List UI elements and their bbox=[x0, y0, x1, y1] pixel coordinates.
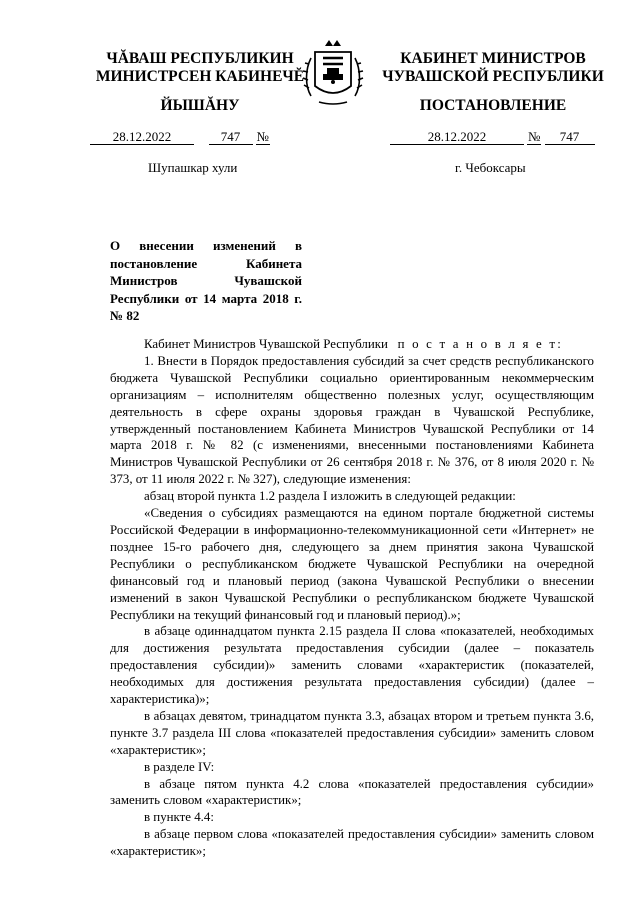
document-body bbox=[110, 336, 594, 860]
paragraph-4: в абзаце одиннадцатом пункта 2.15 раздела II слова «показателей, необходимых для достижения результата предоставления субсидии (далее – показатель предоставления субсидии)» заменить словами «характеристик (показателей, необходимых для достижения результата предоставления субсидии) (далее – характеристика)»; bbox=[110, 624, 594, 707]
intro-verb: п о с т а н о в л я е т: bbox=[397, 337, 563, 351]
right-number-sign: № bbox=[528, 129, 541, 144]
header-left-line2: МИНИСТРСЕН КАБИНЕЧĔ bbox=[95, 68, 305, 85]
header-right bbox=[378, 50, 608, 86]
intro-prefix: Кабинет Министров Чувашской Республики bbox=[144, 337, 388, 351]
paragraph-7: в абзаце пятом пункта 4.2 слова «показателей предоставления субсидии» заменить словом «характеристик»; bbox=[110, 776, 594, 808]
paragraph-3: «Сведения о субсидиях размещаются на едином портале бюджетной системы Российской Федерации в информационно-телекоммуникационной сети «Интернет» не позднее 15-го рабочего дня, следующего за днем принятия закона Чувашской Республики о республиканском бюджете Чувашской Республики на очередной финансовый год и плановый период (закона Чувашской Республики о внесении изменений в закон Чувашской Республики о республиканском бюджете Чувашской Республики на текущий финансовый год и плановый период).»; bbox=[110, 506, 594, 622]
document-subject: О внесении изменений в постановление Кабинета Министров Чувашской Республики от 14 марта 2018 г. № 82 bbox=[110, 238, 302, 323]
right-place: г. Чебоксары bbox=[455, 160, 526, 175]
header-right-line2: ЧУВАШСКОЙ РЕСПУБЛИКИ bbox=[382, 68, 604, 85]
paragraph-1: 1. Внести в Порядок предоставления субсидий за счет средств республиканского бюджета Чувашской Республики социально ориентированным некоммерческим организациям – исполнителям общественно полезных услуг, осуществляющим деятельность в сфере охраны здоровья граждан в Чувашской Республике, утвержденный постановлением Кабинета Министров Чувашской Республики от 14 марта 2018 г. № 82 (с изменениями, внесенными постановлениями Кабинета Министров Чувашской Республики от 26 сентября 2018 г. № 376, от 8 июля 2020 г. № 373, от 11 июля 2022 г. № 327), следующие изменения: bbox=[110, 353, 594, 487]
header-left-doctype: ЙЫШĂНУ bbox=[160, 97, 240, 114]
paragraph-8: в пункте 4.4: bbox=[144, 810, 214, 825]
left-number-line bbox=[90, 129, 270, 145]
header-left-line1: ЧĂВАШ РЕСПУБЛИКИН bbox=[106, 50, 294, 67]
header-left bbox=[85, 50, 315, 86]
header-right-line1: КАБИНЕТ МИНИСТРОВ bbox=[400, 50, 586, 67]
left-number: 747 bbox=[209, 129, 253, 145]
intro-paragraph bbox=[110, 336, 594, 353]
right-number: 747 bbox=[545, 129, 595, 145]
left-date: 28.12.2022 bbox=[90, 129, 194, 145]
paragraph-2: абзац второй пункта 1.2 раздела I изложить в следующей редакции: bbox=[144, 489, 516, 504]
left-number-sign: № bbox=[256, 129, 269, 144]
coat-of-arms-emblem bbox=[301, 36, 365, 108]
paragraph-5: в абзацах девятом, тринадцатом пункта 3.3, абзацах втором и третьем пункта 3.6, пункте 3.7 раздела III слова «показателей предоставления субсидии» заменить словом «характеристик»; bbox=[110, 708, 594, 757]
paragraph-9: в абзаце первом слова «показателей предоставления субсидии» заменить словом «характеристик»; bbox=[110, 827, 594, 859]
paragraph-6: в разделе IV: bbox=[144, 759, 215, 774]
header-right-doctype: ПОСТАНОВЛЕНИЕ bbox=[419, 97, 567, 114]
right-number-line bbox=[390, 129, 595, 145]
right-date: 28.12.2022 bbox=[390, 129, 524, 145]
left-place: Шупашкар хули bbox=[148, 160, 238, 175]
